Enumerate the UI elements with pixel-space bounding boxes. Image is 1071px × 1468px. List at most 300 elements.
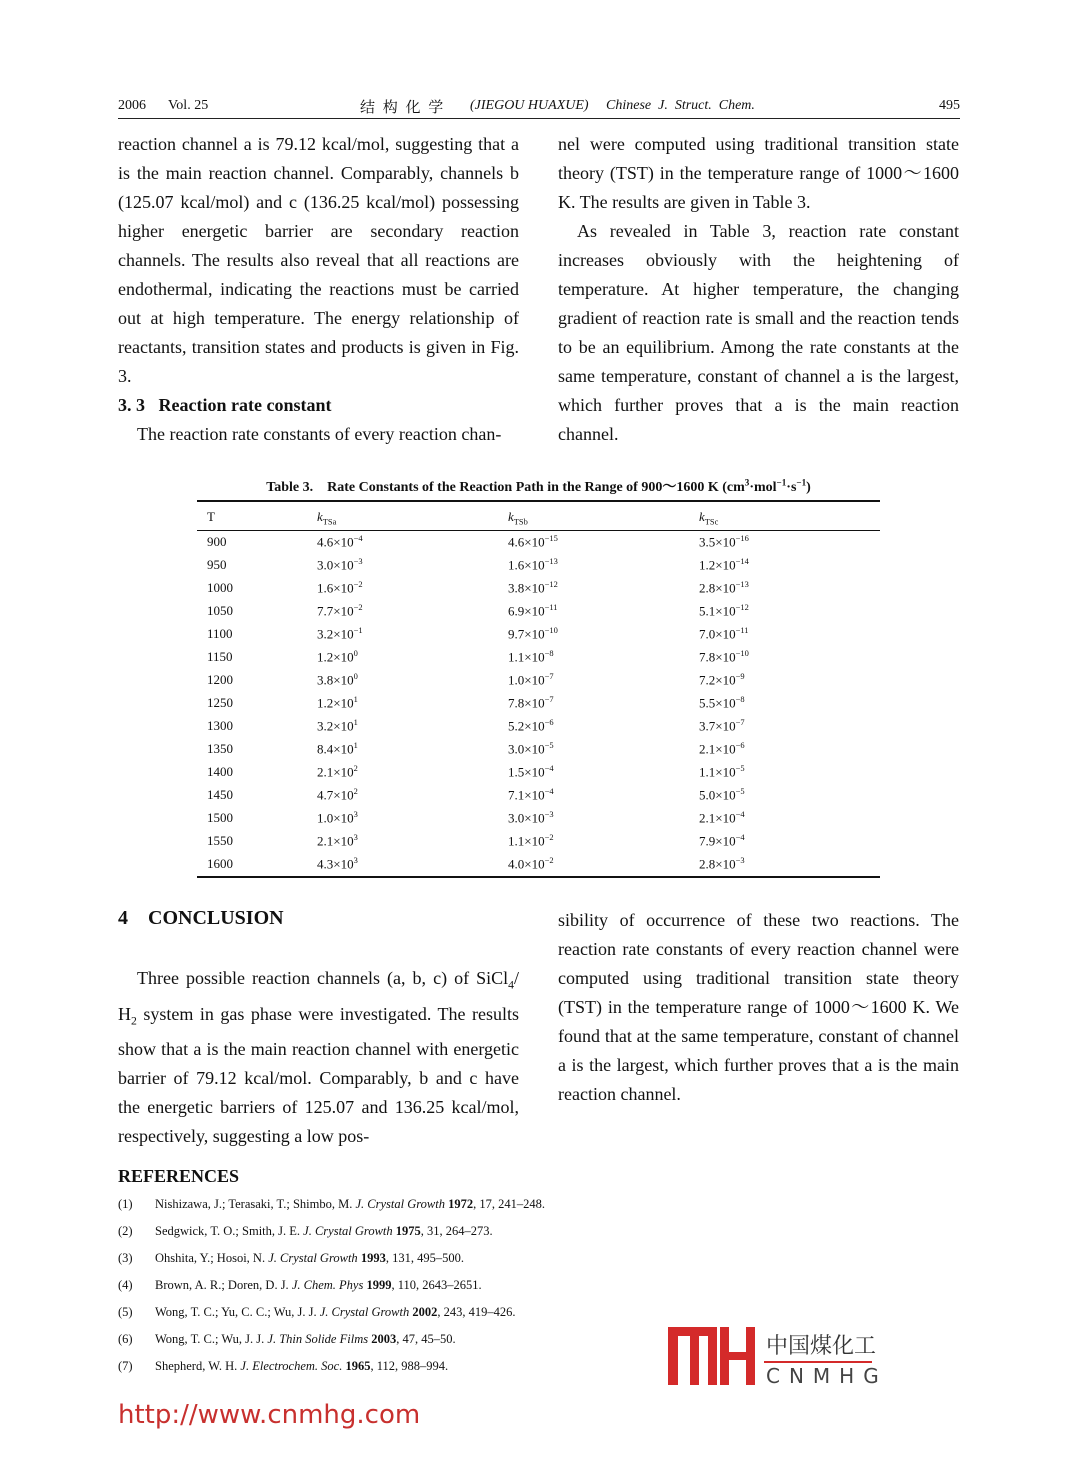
column-header xyxy=(689,501,880,530)
rate-cell xyxy=(498,853,689,877)
times-ten: ×10 xyxy=(333,580,354,596)
exponent: 2 xyxy=(353,786,358,797)
rate-cell xyxy=(307,692,498,715)
caption-sup: −1 xyxy=(796,477,807,488)
reference-number: (3) xyxy=(118,1251,133,1265)
times-ten: ×10 xyxy=(524,603,545,619)
journal: J. Thin Solide Films xyxy=(267,1332,369,1346)
mantissa: 3.2 xyxy=(317,718,334,734)
header-symbol: k xyxy=(508,509,514,524)
times-ten: ×10 xyxy=(333,603,354,619)
year: 1972 xyxy=(448,1197,474,1211)
exponent: −4 xyxy=(544,786,554,797)
paragraph: As revealed in Table 3, reaction rate constant increases obviously with the heightening of temperature. At higher temperature, the changing gradient of reaction rate is small and the reaction tends to be an equilibrium. Among the rate constants at the same temperature, constant of channel a is the largest, which further proves that a is the main reaction channel. xyxy=(558,221,959,444)
temperature-cell: 1450 xyxy=(207,787,233,803)
temperature-cell: 1250 xyxy=(207,695,233,711)
text: / H xyxy=(118,968,519,1024)
times-ten: ×10 xyxy=(524,741,545,757)
year: 2006 xyxy=(118,98,146,113)
reference-text xyxy=(155,1305,515,1332)
year: 2003 xyxy=(371,1332,397,1346)
reference-text xyxy=(155,1359,448,1386)
times-ten: ×10 xyxy=(524,534,545,550)
rate-cell xyxy=(307,830,498,853)
rate-cell xyxy=(498,807,689,830)
temperature-cell: 1500 xyxy=(207,810,233,826)
subscript: 2 xyxy=(131,1014,137,1028)
rate-cell xyxy=(498,830,689,853)
reference-number: (6) xyxy=(118,1332,133,1346)
rate-cell xyxy=(689,577,880,600)
header-symbol: T xyxy=(207,509,215,524)
journal-cn: 结 构 化 学 xyxy=(360,100,446,116)
authors: Wong, T. C.; Wu, J. J. xyxy=(155,1332,268,1346)
rate-cell xyxy=(498,577,689,600)
header-subscript: TSc xyxy=(704,516,719,527)
mantissa: 7.0 xyxy=(699,626,716,642)
exponent: −11 xyxy=(544,602,558,613)
mantissa: 2.1 xyxy=(699,741,716,757)
mantissa: 1.0 xyxy=(508,672,525,688)
exponent: −1 xyxy=(353,625,363,636)
mantissa: 2.1 xyxy=(317,833,334,849)
times-ten: ×10 xyxy=(715,741,736,757)
exponent: −14 xyxy=(735,556,749,567)
exponent: 3 xyxy=(353,809,358,820)
exponent: −4 xyxy=(735,832,745,843)
table-row xyxy=(197,530,880,554)
times-ten: ×10 xyxy=(524,557,545,573)
mantissa: 7.1 xyxy=(508,787,525,803)
rate-cell xyxy=(498,784,689,807)
exponent: −6 xyxy=(735,740,745,751)
exponent: −12 xyxy=(735,602,749,613)
times-ten: ×10 xyxy=(524,649,545,665)
year: 1999 xyxy=(366,1278,392,1292)
subscript: 4 xyxy=(508,978,514,992)
exponent: −7 xyxy=(544,671,554,682)
table-row xyxy=(197,761,880,784)
mantissa: 7.7 xyxy=(317,603,334,619)
volume-pages: , 110, 2643–2651. xyxy=(391,1278,482,1292)
mantissa: 3.8 xyxy=(508,580,525,596)
times-ten: ×10 xyxy=(333,764,354,780)
times-ten: ×10 xyxy=(524,810,545,826)
times-ten: ×10 xyxy=(715,810,736,826)
logo-en-text: CNMHG xyxy=(766,1364,888,1387)
paragraph: reaction channel a is 79.12 kcal/mol, suggesting that a is the main reaction channel. Comparably, channels b (125.07 kcal/mol) and c (136.25 kcal/mol) possessing higher energetic barrier are secondary reaction channels. The results also reveal that all reactions are endothermal, indicating the reactions must be carried out at high temperature. The energy relationship of reactants, transition states and products is given in Fig. 3. xyxy=(118,134,519,386)
rate-cell xyxy=(307,623,498,646)
rate-cell xyxy=(498,623,689,646)
times-ten: ×10 xyxy=(715,580,736,596)
year: 1965 xyxy=(345,1359,371,1373)
reference-number: (2) xyxy=(118,1224,133,1238)
volume-pages: , 47, 45–50. xyxy=(396,1332,456,1346)
temperature-cell: 1200 xyxy=(207,672,233,688)
exponent: −13 xyxy=(735,579,749,590)
rate-cell xyxy=(307,646,498,669)
authors: Ohshita, Y.; Hosoi, N. xyxy=(155,1251,269,1265)
conclusion-heading: 4 CONCLUSION xyxy=(118,907,284,929)
mantissa: 3.5 xyxy=(699,534,716,550)
rate-constants-table xyxy=(197,500,880,878)
rate-cell xyxy=(307,807,498,830)
volume-pages: , 243, 419–426. xyxy=(437,1305,516,1319)
mantissa: 1.1 xyxy=(699,764,716,780)
section-heading: 3. 3 Reaction rate constant xyxy=(118,395,332,415)
rate-cell xyxy=(689,530,880,554)
exponent: −5 xyxy=(735,763,745,774)
year: 1975 xyxy=(395,1224,421,1238)
rate-cell xyxy=(498,554,689,577)
table-row xyxy=(197,623,880,646)
mantissa: 3.7 xyxy=(699,718,716,734)
exponent: −11 xyxy=(735,625,749,636)
times-ten: ×10 xyxy=(524,833,545,849)
caption-text: ·s xyxy=(786,480,797,495)
times-ten: ×10 xyxy=(333,695,354,711)
exponent: 0 xyxy=(353,671,358,682)
year: 2002 xyxy=(412,1305,438,1319)
rate-cell xyxy=(498,646,689,669)
cnmhg-logo xyxy=(668,1325,888,1392)
exponent: −5 xyxy=(544,740,554,751)
times-ten: ×10 xyxy=(333,649,354,665)
rate-cell xyxy=(498,761,689,784)
caption-sup: −1 xyxy=(776,477,787,488)
rate-cell xyxy=(498,692,689,715)
running-header xyxy=(118,96,960,119)
mantissa: 1.2 xyxy=(317,695,334,711)
reference-number: (5) xyxy=(118,1305,133,1319)
exponent: −3 xyxy=(353,556,363,567)
exponent: −8 xyxy=(544,648,554,659)
caption-sup: 3 xyxy=(744,477,750,488)
table-row xyxy=(197,577,880,600)
mantissa: 2.8 xyxy=(699,856,716,872)
exponent: −2 xyxy=(544,832,554,843)
exponent: 1 xyxy=(353,740,358,751)
volume: Vol. 25 xyxy=(168,98,209,113)
times-ten: ×10 xyxy=(715,626,736,642)
times-ten: ×10 xyxy=(715,787,736,803)
rate-cell xyxy=(689,692,880,715)
times-ten: ×10 xyxy=(715,695,736,711)
mantissa: 1.1 xyxy=(508,649,525,665)
times-ten: ×10 xyxy=(333,557,354,573)
times-ten: ×10 xyxy=(333,787,354,803)
conclusion-right xyxy=(558,906,959,1109)
times-ten: ×10 xyxy=(524,580,545,596)
mantissa: 1.6 xyxy=(317,580,334,596)
volume-pages: , 131, 495–500. xyxy=(385,1251,464,1265)
mantissa: 5.5 xyxy=(699,695,716,711)
page-number: 495 xyxy=(939,98,960,113)
rate-cell xyxy=(689,669,880,692)
mantissa: 1.1 xyxy=(508,833,525,849)
table-row xyxy=(197,853,880,877)
times-ten: ×10 xyxy=(333,833,354,849)
temperature-cell: 1100 xyxy=(207,626,233,642)
rate-cell xyxy=(307,761,498,784)
mantissa: 3.0 xyxy=(317,557,334,573)
reference-item xyxy=(118,1278,545,1305)
column-header xyxy=(307,501,498,530)
reference-number: (1) xyxy=(118,1197,133,1211)
reference-number: (7) xyxy=(118,1359,133,1373)
times-ten: ×10 xyxy=(715,856,736,872)
rate-cell xyxy=(689,646,880,669)
table-row xyxy=(197,646,880,669)
exponent: −3 xyxy=(544,809,554,820)
rate-cell xyxy=(307,738,498,761)
reference-text xyxy=(155,1332,456,1359)
times-ten: ×10 xyxy=(715,603,736,619)
times-ten: ×10 xyxy=(524,672,545,688)
mantissa: 1.6 xyxy=(508,557,525,573)
times-ten: ×10 xyxy=(333,718,354,734)
watermark-text: http://www.cnmhg.com xyxy=(118,1400,421,1430)
times-ten: ×10 xyxy=(524,764,545,780)
caption-text: ) xyxy=(806,480,811,495)
column-header xyxy=(197,501,307,530)
authors: Shepherd, W. H. xyxy=(155,1359,241,1373)
temperature-cell: 1300 xyxy=(207,718,233,734)
table-row xyxy=(197,738,880,761)
paragraph: sibility of occurrence of these two reactions. The reaction rate constants of every reaction channel were computed using traditional transition state theory (TST) in the temperature range of 1000～1600 K. We found that at the same temperature, constant of channel a is the largest, which further proves that a is the main reaction channel. xyxy=(558,910,959,1104)
mantissa: 7.8 xyxy=(699,649,716,665)
rate-cell xyxy=(689,761,880,784)
rate-cell xyxy=(307,600,498,623)
mantissa: 1.0 xyxy=(317,810,334,826)
column-header xyxy=(498,501,689,530)
left-column-top xyxy=(118,130,519,449)
authors: Brown, A. R.; Doren, D. J. xyxy=(155,1278,292,1292)
exponent: −10 xyxy=(735,648,749,659)
journal: J. Crystal Growth xyxy=(355,1197,445,1211)
mantissa: 4.0 xyxy=(508,856,525,872)
mantissa: 4.6 xyxy=(317,534,334,550)
journal: J. Electrochem. Soc. xyxy=(240,1359,343,1373)
times-ten: ×10 xyxy=(524,787,545,803)
rate-cell xyxy=(498,738,689,761)
rate-cell xyxy=(307,669,498,692)
mantissa: 6.9 xyxy=(508,603,525,619)
journal: J. Crystal Growth xyxy=(303,1224,393,1238)
logo-cn-text: 中国煤化工 xyxy=(766,1334,877,1359)
reference-text xyxy=(155,1278,482,1305)
rate-cell xyxy=(689,807,880,830)
rate-cell xyxy=(689,784,880,807)
logo-mark-icon xyxy=(668,1325,888,1387)
times-ten: ×10 xyxy=(524,856,545,872)
rate-cell xyxy=(307,530,498,554)
caption-text: Table 3. Rate Constants of the Reaction Path in the Range of 900～1600 K (cm xyxy=(266,480,745,495)
rate-cell xyxy=(498,715,689,738)
mantissa: 3.0 xyxy=(508,810,525,826)
exponent: −10 xyxy=(544,625,558,636)
table-row xyxy=(197,554,880,577)
times-ten: ×10 xyxy=(333,741,354,757)
rate-cell xyxy=(689,715,880,738)
mantissa: 7.2 xyxy=(699,672,716,688)
reference-number: (4) xyxy=(118,1278,133,1292)
exponent: −4 xyxy=(544,763,554,774)
rate-cell xyxy=(307,577,498,600)
exponent: −13 xyxy=(544,556,558,567)
mantissa: 5.2 xyxy=(508,718,525,734)
rate-cell xyxy=(498,600,689,623)
caption-text: ·mol xyxy=(749,480,777,495)
mantissa: 2.1 xyxy=(317,764,334,780)
mantissa: 4.3 xyxy=(317,856,334,872)
mantissa: 3.0 xyxy=(508,741,525,757)
table-row xyxy=(197,715,880,738)
reference-item xyxy=(118,1359,545,1386)
exponent: −9 xyxy=(735,671,745,682)
exponent: 1 xyxy=(353,694,358,705)
rate-cell xyxy=(307,554,498,577)
exponent: −4 xyxy=(735,809,745,820)
reference-item xyxy=(118,1305,545,1332)
header-symbol: k xyxy=(317,509,323,524)
times-ten: ×10 xyxy=(333,856,354,872)
mantissa: 9.7 xyxy=(508,626,525,642)
mantissa: 5.0 xyxy=(699,787,716,803)
rate-cell xyxy=(498,669,689,692)
rate-cell xyxy=(307,853,498,877)
exponent: −3 xyxy=(735,855,745,866)
paragraph: The reaction rate constants of every reaction chan- xyxy=(137,424,502,444)
rate-cell xyxy=(689,830,880,853)
times-ten: ×10 xyxy=(333,534,354,550)
exponent: 3 xyxy=(353,855,358,866)
times-ten: ×10 xyxy=(715,557,736,573)
exponent: −16 xyxy=(735,533,749,544)
exponent: 1 xyxy=(353,717,358,728)
exponent: −8 xyxy=(735,694,745,705)
times-ten: ×10 xyxy=(715,649,736,665)
temperature-cell: 1600 xyxy=(207,856,233,872)
authors: Nishizawa, J.; Terasaki, T.; Shimbo, M. xyxy=(155,1197,356,1211)
mantissa: 3.2 xyxy=(317,626,334,642)
temperature-cell: 1000 xyxy=(207,580,233,596)
mantissa: 3.8 xyxy=(317,672,334,688)
exponent: 2 xyxy=(353,763,358,774)
authors: Wong, T. C.; Yu, C. C.; Wu, J. J. xyxy=(155,1305,320,1319)
times-ten: ×10 xyxy=(715,833,736,849)
volume-pages: , 112, 988–994. xyxy=(370,1359,449,1373)
table-caption xyxy=(150,476,927,496)
text: system in gas phase were investigated. The results show that a is the main reaction channel with energetic barrier of 79.12 kcal/mol. Comparably, b and c have the energetic barriers of 125.07 and 136.25 kcal/mol, respectively, suggesting a low pos- xyxy=(118,1003,519,1147)
journal: J. Crystal Growth xyxy=(268,1251,358,1265)
rate-cell xyxy=(689,600,880,623)
exponent: −15 xyxy=(544,533,558,544)
reference-item xyxy=(118,1224,545,1251)
exponent: −6 xyxy=(544,717,554,728)
rate-cell xyxy=(307,784,498,807)
times-ten: ×10 xyxy=(333,810,354,826)
rate-cell xyxy=(689,738,880,761)
temperature-cell: 1550 xyxy=(207,833,233,849)
exponent: 0 xyxy=(353,648,358,659)
references-list xyxy=(118,1197,545,1386)
times-ten: ×10 xyxy=(333,672,354,688)
temperature-cell: 1150 xyxy=(207,649,233,665)
mantissa: 1.5 xyxy=(508,764,525,780)
mantissa: 5.1 xyxy=(699,603,716,619)
mantissa: 7.9 xyxy=(699,833,716,849)
text: Three possible reaction channels (a, b, c) of SiCl xyxy=(137,968,509,988)
table-row xyxy=(197,669,880,692)
times-ten: ×10 xyxy=(333,626,354,642)
references-heading: REFERENCES xyxy=(118,1166,240,1186)
mantissa: 2.1 xyxy=(699,810,716,826)
header-symbol: k xyxy=(699,509,705,524)
table-row xyxy=(197,692,880,715)
exponent: −2 xyxy=(353,579,363,590)
reference-text xyxy=(155,1251,464,1278)
mantissa: 8.4 xyxy=(317,741,334,757)
exponent: −2 xyxy=(544,855,554,866)
temperature-cell: 1050 xyxy=(207,603,233,619)
mantissa: 1.2 xyxy=(699,557,716,573)
times-ten: ×10 xyxy=(715,718,736,734)
table-row xyxy=(197,784,880,807)
mantissa: 2.8 xyxy=(699,580,716,596)
reference-item xyxy=(118,1251,545,1278)
temperature-cell: 900 xyxy=(207,534,227,550)
exponent: −12 xyxy=(544,579,558,590)
rate-cell xyxy=(689,554,880,577)
journal: J. Crystal Growth xyxy=(319,1305,410,1319)
temperature-cell: 1350 xyxy=(207,741,233,757)
paragraph: nel were computed using traditional transition state theory (TST) in the temperature range of 1000～1600 K. The results are given in Table 3. xyxy=(558,134,959,212)
times-ten: ×10 xyxy=(524,718,545,734)
volume-pages: , 17, 241–248. xyxy=(473,1197,545,1211)
table-row xyxy=(197,600,880,623)
reference-item xyxy=(118,1197,545,1224)
rate-cell xyxy=(307,715,498,738)
temperature-cell: 1400 xyxy=(207,764,233,780)
journal: J. Chem. Phys xyxy=(291,1278,364,1292)
times-ten: ×10 xyxy=(715,534,736,550)
exponent: −5 xyxy=(735,786,745,797)
times-ten: ×10 xyxy=(715,672,736,688)
mantissa: 1.2 xyxy=(317,649,334,665)
table-row xyxy=(197,830,880,853)
mantissa: 4.7 xyxy=(317,787,334,803)
volume-pages: , 31, 264–273. xyxy=(420,1224,493,1238)
exponent: 3 xyxy=(353,832,358,843)
right-column-top xyxy=(558,130,959,449)
rate-cell xyxy=(689,623,880,646)
exponent: −2 xyxy=(353,602,363,613)
mantissa: 4.6 xyxy=(508,534,525,550)
conclusion-left xyxy=(118,964,519,1151)
times-ten: ×10 xyxy=(715,764,736,780)
exponent: −7 xyxy=(735,717,745,728)
header-subscript: TSb xyxy=(513,516,528,527)
rate-cell xyxy=(689,853,880,877)
rate-cell xyxy=(498,530,689,554)
reference-text xyxy=(155,1224,493,1251)
reference-text xyxy=(155,1197,545,1224)
times-ten: ×10 xyxy=(524,695,545,711)
times-ten: ×10 xyxy=(524,626,545,642)
table-row xyxy=(197,807,880,830)
temperature-cell: 950 xyxy=(207,557,227,573)
